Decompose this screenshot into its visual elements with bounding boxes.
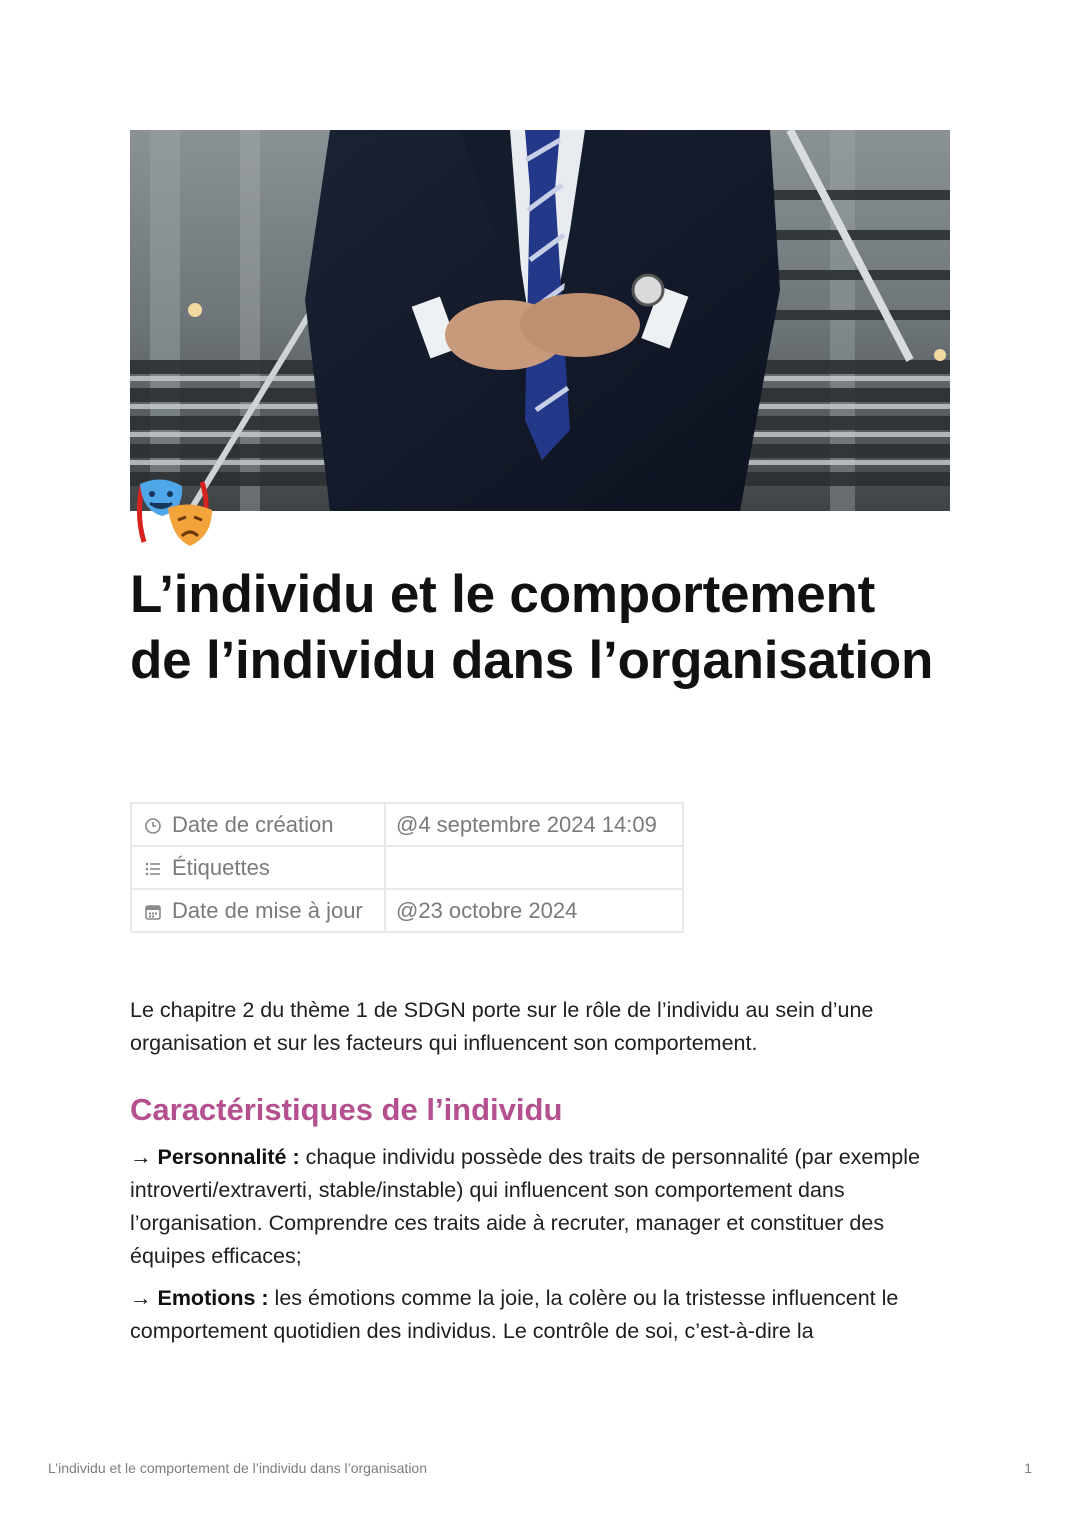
intro-paragraph: Le chapitre 2 du thème 1 de SDGN porte sur le rôle de l’individu au sein d’une organisation et sur les facteurs qui influencent son comportement.	[130, 998, 874, 1055]
page-title: L’individu et le comportement de l’individu dans l’organisation	[130, 565, 934, 690]
term-emotions: → Emotions :	[130, 1286, 269, 1310]
calendar-icon	[144, 903, 162, 921]
property-row-created[interactable]	[131, 803, 683, 846]
property-value[interactable]	[385, 846, 683, 889]
text-personnalite: chaque individu possède des traits de personnalité (par exemple introverti/extraverti, stable/instable) qui influencent son comportement dans l’organisation. Comprendre ces traits aide à recruter, manager et constituer des équipes efficaces;	[130, 1145, 920, 1268]
property-value[interactable]: @23 octobre 2024	[385, 889, 683, 932]
page-number: 1	[1024, 1460, 1032, 1476]
cover-image	[130, 130, 950, 511]
property-value[interactable]: @4 septembre 2024 14:09	[385, 803, 683, 846]
term-personnalite: → Personnalité :	[130, 1145, 300, 1169]
properties-table	[130, 802, 684, 933]
performing-arts-masks-icon	[132, 476, 216, 550]
list-icon	[144, 860, 162, 878]
text-emotions: les émotions comme la joie, la colère ou la tristesse influencent le comportement quotidien des individus. Le contrôle de soi, c’est-à-dire la	[130, 1286, 899, 1343]
property-row-updated[interactable]	[131, 889, 683, 932]
section-heading: Caractéristiques de l’individu	[130, 1092, 563, 1127]
clock-icon	[144, 817, 162, 835]
paragraph-emotions	[130, 1282, 960, 1348]
property-label: Date de création	[172, 811, 334, 837]
property-row-tags[interactable]	[131, 846, 683, 889]
footer-title: L’individu et le comportement de l’individu dans l’organisation	[48, 1460, 428, 1476]
property-label: Date de mise à jour	[172, 897, 363, 923]
paragraph-personnalite	[130, 1141, 960, 1273]
property-label: Étiquettes	[172, 854, 270, 880]
